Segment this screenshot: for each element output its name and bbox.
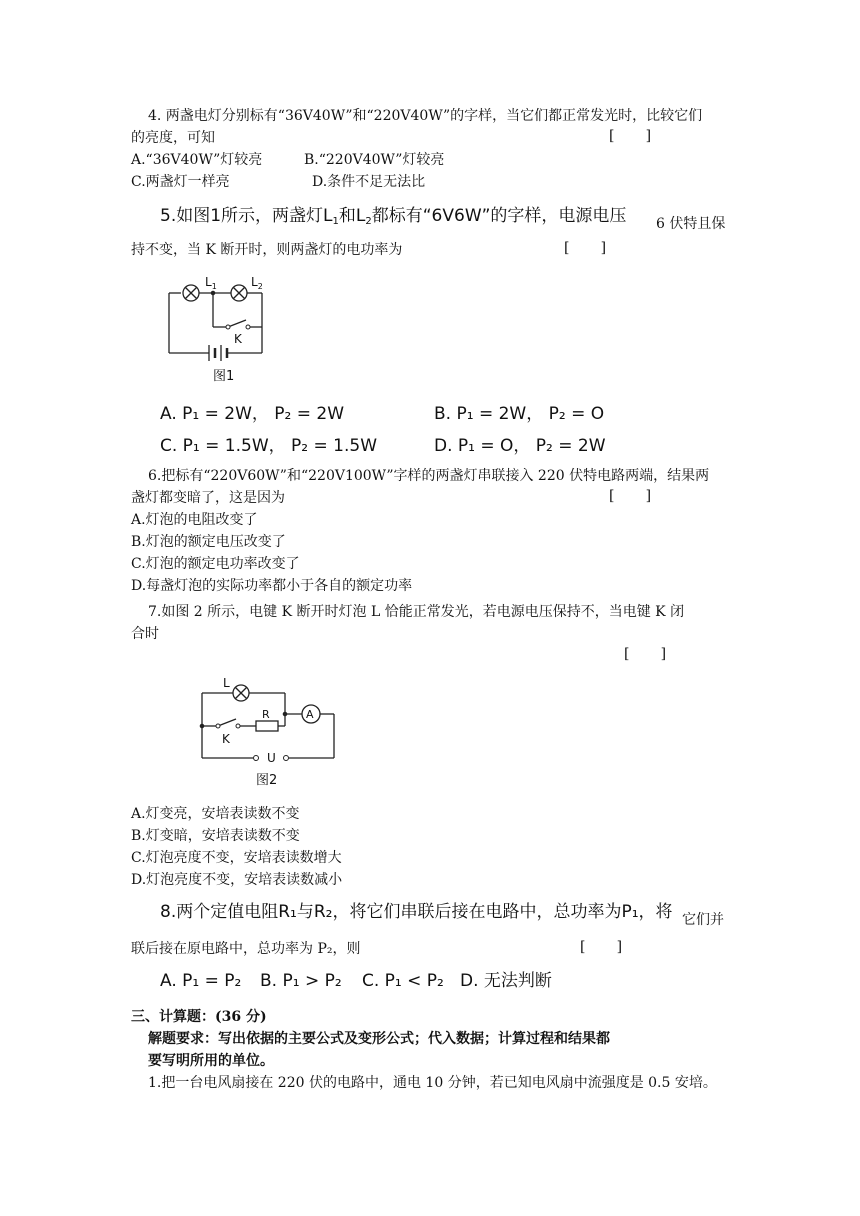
q7-option-c: C.灯泡亮度不变，安培表读数增大 (131, 850, 342, 866)
section-3-requirement-line1: 解题要求：写出依据的主要公式及变形公式；代入数据；计算过程和结果都 (148, 1031, 610, 1047)
fig2-caption: 图2 (256, 773, 278, 788)
q7-answer-bracket: [ ] (624, 646, 667, 662)
q6-answer-bracket: [ ] (609, 488, 652, 504)
q7-option-a: A.灯变亮，安培表读数不变 (131, 806, 300, 822)
fig1-caption: 图1 (213, 369, 235, 384)
q6-option-b: B.灯泡的额定电压改变了 (131, 534, 286, 550)
q6-stem-line1: 6.把标有“220V60W”和“220V100W”字样的两盏灯串联接入 220 伏特电路两端，结果两 (148, 468, 710, 484)
q8-stem-line2: 联后接在原电路中，总功率为 P₂，则 (131, 941, 361, 957)
fig2-label-r: R (262, 708, 270, 721)
q4-option-d: D.条件不足无法比 (312, 174, 426, 190)
q5-option-c: C. P₁ = 1.5W， P₂ = 1.5W (160, 436, 378, 456)
q8-stem-line1: 8.两个定值电阻R₁与R₂，将它们串联后接在电路中，总功率为P₁，将 (160, 902, 673, 922)
q8-option-c: C. P₁ < P₂ (362, 971, 444, 991)
q8-option-a: A. P₁ = P₂ (160, 971, 242, 991)
fig2-label-l: L (223, 676, 230, 690)
q7-option-d: D.灯泡亮度不变，安培表读数减小 (131, 872, 343, 888)
section-3-question-1: 1.把一台电风扇接在 220 伏的电路中，通电 10 分钟，若已知电风扇中流强度是 0.5 安培。 (148, 1075, 717, 1091)
q6-option-c: C.灯泡的额定电功率改变了 (131, 556, 300, 572)
q5-option-b: B. P₁ = 2W， P₂ = O (434, 404, 605, 424)
q6-stem-line2: 盏灯都变暗了，这是因为 (131, 490, 285, 506)
q5-option-a: A. P₁ = 2W， P₂ = 2W (160, 404, 345, 424)
q6-option-a: A.灯泡的电阻改变了 (131, 512, 258, 528)
q7-stem-line2: 合时 (131, 626, 159, 642)
q8-option-b: B. P₁ > P₂ (260, 971, 342, 991)
figure-2-circuit (190, 676, 340, 788)
fig1-label-l2: $L_2$ (251, 275, 263, 291)
q5-stem-line1: 5.如图1所示，两盏灯$L_1$和$L_2$都标有“6V6W”的字样，电源电压 (160, 206, 627, 227)
fig1-label-l1: $L_1$ (205, 275, 217, 291)
q5-stem-line1-tail: 6 伏特且保 (656, 216, 726, 232)
q4-answer-bracket: [ ] (609, 128, 652, 144)
q5-answer-bracket: [ ] (564, 240, 607, 256)
fig2-label-k: K (222, 732, 230, 746)
q6-option-d: D.每盏灯泡的实际功率都小于各自的额定功率 (131, 578, 413, 594)
q4-option-c: C.两盏灯一样亮 (131, 174, 230, 190)
q8-stem-line1-tail: 它们并 (682, 912, 724, 928)
q5-stem-line2: 持不变，当 K 断开时，则两盏灯的电功率为 (131, 242, 403, 258)
q4-stem-line1: 4. 两盏电灯分别标有“36V40W”和“220V40W”的字样，当它们都正常发光时，比较它们 (148, 108, 703, 124)
q4-stem-line2: 的亮度，可知 (131, 130, 215, 146)
q4-option-b: B.“220V40W”灯较亮 (304, 152, 445, 168)
q4-option-a: A.“36V40W”灯较亮 (131, 152, 263, 168)
q7-option-b: B.灯变暗，安培表读数不变 (131, 828, 300, 844)
section-3-requirement-line2: 要写明所用的单位。 (148, 1053, 274, 1069)
q8-option-d: D. 无法判断 (460, 971, 552, 991)
fig1-label-k: K (234, 332, 242, 346)
q8-answer-bracket: [ ] (580, 939, 623, 955)
section-3-title: 三、计算题：(36 分) (131, 1009, 267, 1025)
fig2-label-u: U (267, 751, 276, 765)
q5-option-d: D. P₁ = O， P₂ = 2W (434, 436, 606, 456)
fig2-label-ammeter: A (306, 708, 314, 721)
figure-1-circuit (160, 272, 280, 384)
q7-stem-line1: 7.如图 2 所示，电键 K 断开时灯泡 L 恰能正常发光，若电源电压保持不，当电键 K 闭 (148, 604, 685, 620)
